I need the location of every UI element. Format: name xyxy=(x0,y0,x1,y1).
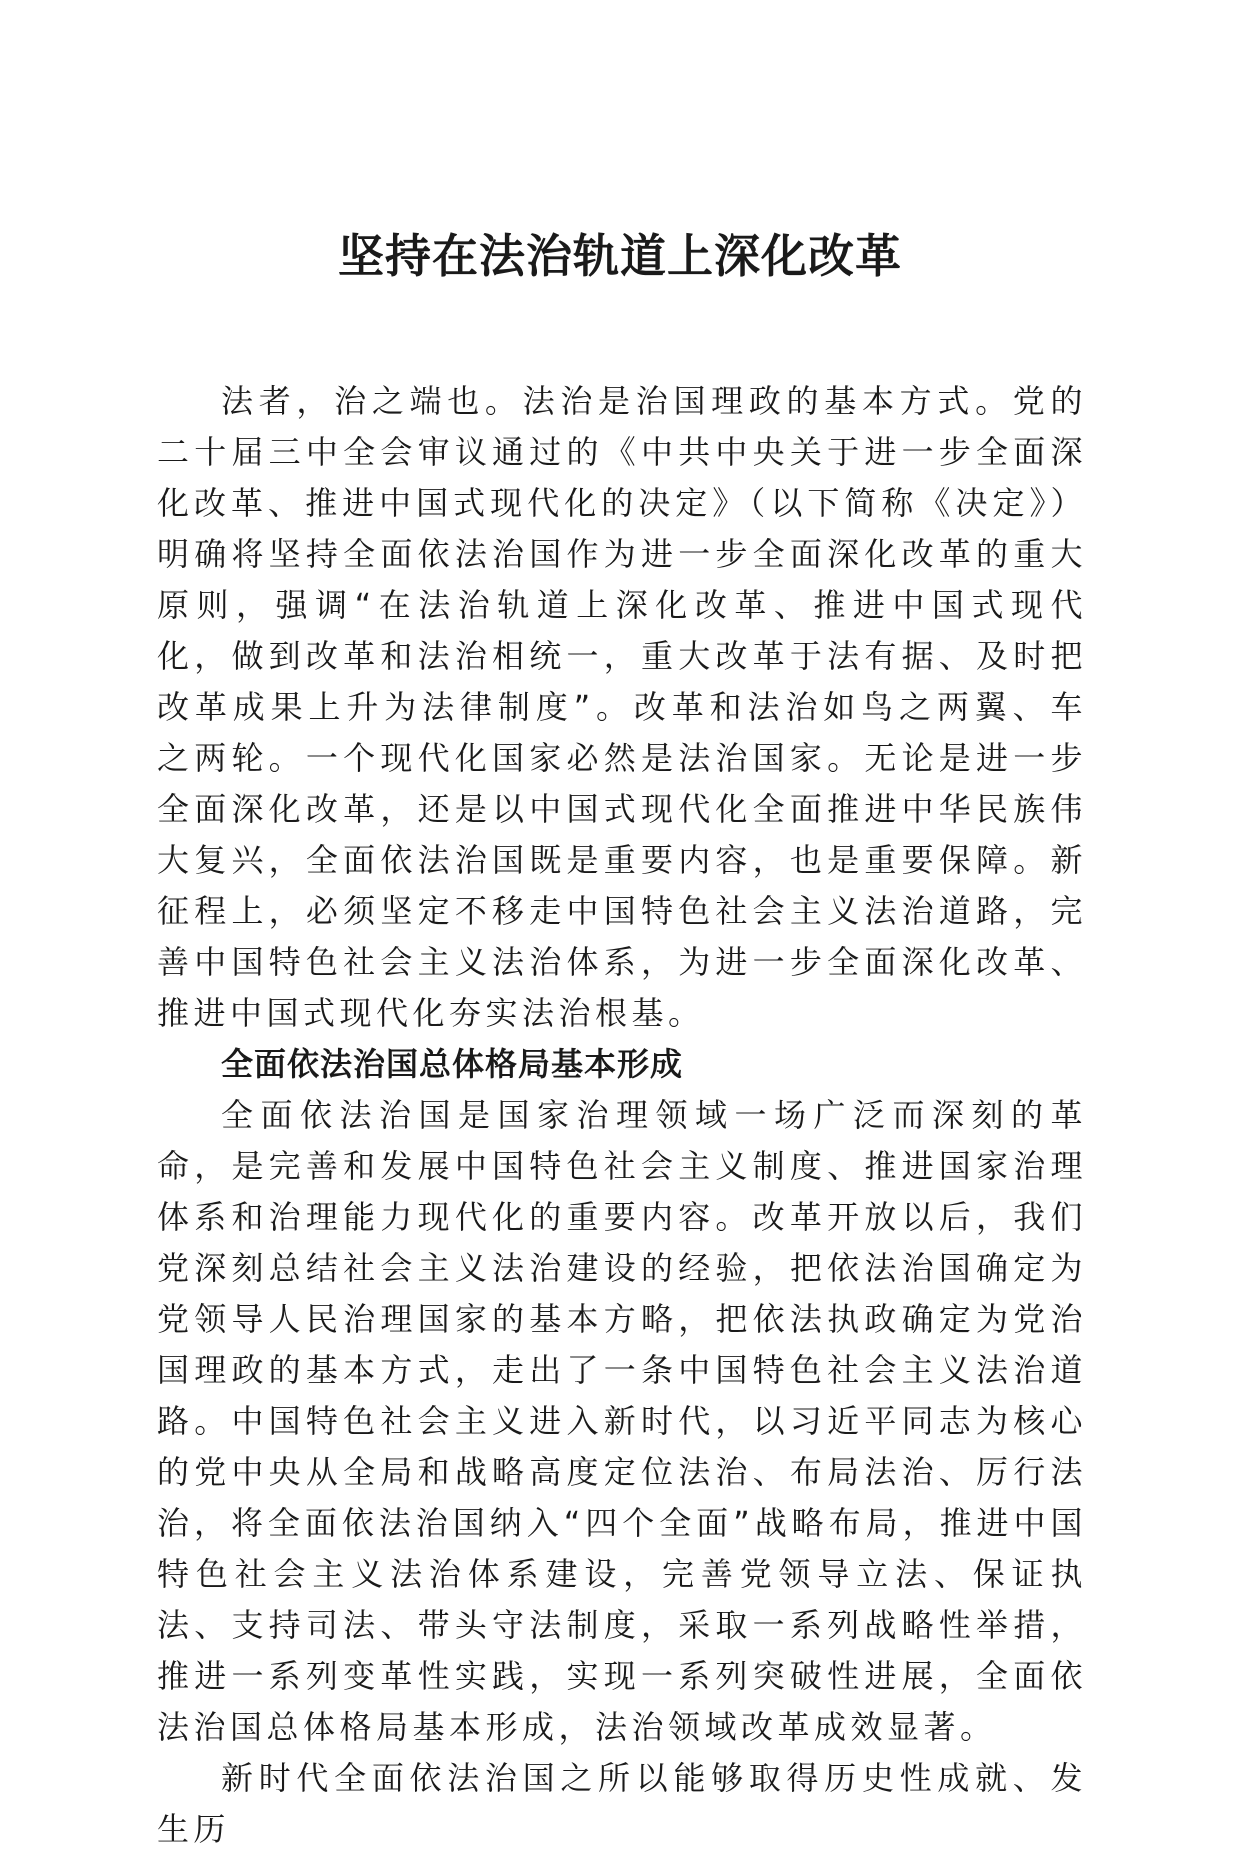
section-heading: 全面依法治国总体格局基本形成 xyxy=(221,1045,684,1083)
section-paragraph-2: 新时代全面依法治国之所以能够取得历史性成就、发生历 xyxy=(157,1759,1087,1848)
document-body xyxy=(157,376,1087,1855)
document-title: 坚持在法治轨道上深化改革 xyxy=(338,229,902,283)
section-paragraph-1: 全面依法治国是国家治理领域一场广泛而深刻的革命，是完善和发展中国特色社会主义制度、推进国家治理体系和治理能力现代化的重要内容。改革开放以后，我们党深刻总结社会主义法治建设的经验，把依法治国确定为党领导人民治理国家的基本方略，把依法执政确定为党治国理政的基本方式，走出了一条中国特色社会主义法治道路。中国特色社会主义进入新时代，以习近平同志为核心的党中央从全局和战略高度定位法治、布局法治、厉行法治，将全面依法治国纳入“四个全面”战略布局，推进中国特色社会主义法治体系建设，完善党领导立法、保证执法、支持司法、带头守法制度，采取一系列战略性举措，推进一系列变革性实践，实现一系列突破性进展，全面依法治国总体格局基本形成，法治领域改革成效显著。 xyxy=(157,1096,1087,1746)
intro-paragraph: 法者，治之端也。法治是治国理政的基本方式。党的二十届三中全会审议通过的《中共中央关于进一步全面深化改革、推进中国式现代化的决定》（以下简称《决定》）明确将坚持全面依法治国作为进一步全面深化改革的重大原则，强调“在法治轨道上深化改革、推进中国式现代化，做到改革和法治相统一，重大改革于法有据、及时把改革成果上升为法律制度”。改革和法治如鸟之两翼、车之两轮。一个现代化国家必然是法治国家。无论是进一步全面深化改革，还是以中国式现代化全面推进中华民族伟大复兴，全面依法治国既是重要内容，也是重要保障。新征程上，必须坚定不移走中国特色社会主义法治道路，完善中国特色社会主义法治体系，为进一步全面深化改革、推进中国式现代化夯实法治根基。 xyxy=(157,382,1087,1032)
